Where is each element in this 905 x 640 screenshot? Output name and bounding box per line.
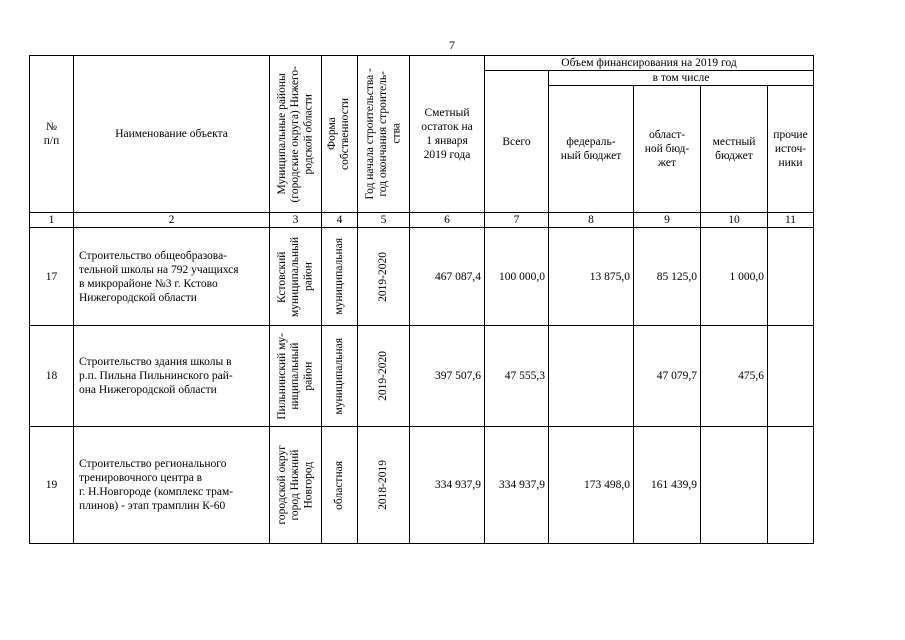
- column-index: 9: [634, 213, 701, 228]
- column-index: 4: [322, 213, 358, 228]
- row-name: Строительство здания школы в р.п. Пильна Пильнинского рай- она Нижегородской области: [74, 326, 270, 427]
- row-ownership-text: муниципальная: [333, 337, 346, 415]
- header-district-text: Муниципальные районы (городские округа) Нижего- родской области: [275, 65, 315, 203]
- column-index-row: [30, 213, 814, 228]
- row-years: [358, 228, 410, 326]
- header-years-text: Год начала строительства - год окончания строитель- ства: [363, 68, 403, 200]
- row-other: [768, 427, 814, 544]
- row-federal: [549, 326, 634, 427]
- row-district-text: Кстовский муниципальный район: [275, 236, 315, 317]
- row-ownership: [322, 228, 358, 326]
- row-years-text: 2019-2020: [377, 251, 390, 302]
- header-federal: федераль- ный бюджет: [549, 86, 634, 213]
- row-district-text: Пильнинский му- ниципальный район: [275, 332, 315, 420]
- row-local: 1 000,0: [701, 228, 768, 326]
- row-federal: 173 498,0: [549, 427, 634, 544]
- row-total: 334 937,9: [485, 427, 549, 544]
- table-row: [30, 326, 814, 427]
- header-ownership: [322, 56, 358, 213]
- row-name: Строительство регионального тренировочного центра в г. Н.Новгороде (комплекс трам- плинов) - этап трамплин К-60: [74, 427, 270, 544]
- header-balance: Сметный остаток на 1 января 2019 года: [410, 56, 485, 213]
- column-index: 1: [30, 213, 74, 228]
- row-balance: 397 507,6: [410, 326, 485, 427]
- row-regional: 161 439,9: [634, 427, 701, 544]
- row-num: 19: [30, 427, 74, 544]
- row-ownership-text: областная: [333, 460, 346, 510]
- row-federal: 13 875,0: [549, 228, 634, 326]
- row-ownership: [322, 326, 358, 427]
- row-years-text: 2019-2020: [377, 351, 390, 401]
- row-ownership-text: муниципальная: [333, 238, 346, 315]
- row-district-text: городской округ город Нижний Новгород: [275, 445, 315, 525]
- column-index: 5: [358, 213, 410, 228]
- row-years: [358, 427, 410, 544]
- header-total: Всего: [485, 71, 549, 213]
- column-index: 7: [485, 213, 549, 228]
- row-years-text: 2018-2019: [377, 460, 390, 510]
- row-local: 475,6: [701, 326, 768, 427]
- header-years: [358, 56, 410, 213]
- row-ownership: [322, 427, 358, 544]
- header-ownership-text: Форма собственности: [326, 98, 352, 170]
- column-index: 3: [270, 213, 322, 228]
- header-num: № п/п: [30, 56, 74, 213]
- header-name: Наименование объекта: [74, 56, 270, 213]
- header-regional: област- ной бюд- жет: [634, 86, 701, 213]
- row-num: 17: [30, 228, 74, 326]
- page-number: 7: [449, 38, 455, 52]
- header-funding: Объем финансирования на 2019 год: [485, 56, 814, 71]
- row-total: 47 555,3: [485, 326, 549, 427]
- column-index: 8: [549, 213, 634, 228]
- column-index: 2: [74, 213, 270, 228]
- table-row: [30, 228, 814, 326]
- row-balance: 334 937,9: [410, 427, 485, 544]
- header-local: местный бюджет: [701, 86, 768, 213]
- column-index: 10: [701, 213, 768, 228]
- table-row: [30, 427, 814, 544]
- row-other: [768, 228, 814, 326]
- row-name: Строительство общеобразова- тельной школы на 792 учащихся в микрорайоне №3 г. Кстово Нижегородской области: [74, 228, 270, 326]
- row-total: 100 000,0: [485, 228, 549, 326]
- column-index: 6: [410, 213, 485, 228]
- row-years: [358, 326, 410, 427]
- row-num: 18: [30, 326, 74, 427]
- row-district: [270, 326, 322, 427]
- header-other: прочие источ- ники: [768, 86, 814, 213]
- row-district: [270, 228, 322, 326]
- header-including: в том числе: [549, 71, 814, 86]
- row-other: [768, 326, 814, 427]
- row-balance: 467 087,4: [410, 228, 485, 326]
- financing-table: [29, 55, 814, 544]
- row-local: [701, 427, 768, 544]
- header-district: [270, 56, 322, 213]
- row-regional: 47 079,7: [634, 326, 701, 427]
- row-regional: 85 125,0: [634, 228, 701, 326]
- column-index: 11: [768, 213, 814, 228]
- row-district: [270, 427, 322, 544]
